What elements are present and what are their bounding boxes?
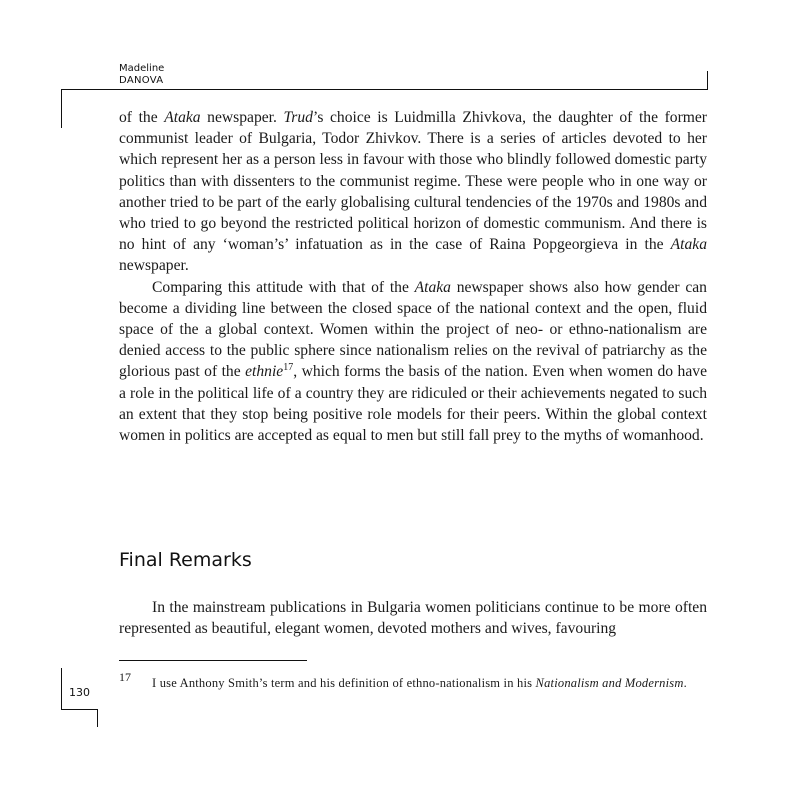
running-header-author-first: Madeline bbox=[119, 63, 165, 74]
footnote-rule bbox=[119, 660, 307, 661]
footnote-number: 17 bbox=[119, 670, 131, 684]
paragraph-ataka-trud: of the Ataka newspaper. Trud’s choice is Luidmilla Zhivkova, the daughter of the former communist leader of Bulgaria, Todor Zhivkov. There is a series of articles devoted to her which represent her as a person less in favour with those who blindly followed domestic party politics than with dissenters to the communist regime. These were people who in one way or another tried to be part of the early globalising cultural tendencies of the 1970s and 1980s and who tried to go beyond the restricted political horizon of domestic communism. And there is no hint of any ‘woman’s’ infatuation as in the case of Raina Popgeorgieva in the Ataka newspaper. bbox=[119, 109, 708, 275]
paragraph-comparing: Comparing this attitude with that of the Ataka newspaper shows also how gender can become a dividing line between the closed space of the national context and the open, fluid space of the a global context. Women within the project of neo- or ethno-nationalism are denied access to the public sphere since nationalism relies on the revival of patriarchy as the glorious past of the ethnie$^{17}$, which forms the basis of the nation. Even when women do have a role in the political life of a country they are ridiculed or their achievements negated to such an extent that they stop being positive role models for their peers. Within the global context women in politics are accepted as equal to men but still fall prey to the myths of womanhood. bbox=[119, 278, 707, 445]
page-number: 130 bbox=[69, 686, 90, 699]
running-header-author-last: DANOVA bbox=[119, 75, 164, 86]
main-text-block bbox=[119, 107, 707, 446]
paragraph-final-remarks: In the mainstream publications in Bulgaria women politicians continue to be more often represented as beautiful, elegant women, devoted mothers and wives, favouring bbox=[119, 599, 707, 638]
page-number-bracket-horizontal bbox=[61, 709, 98, 710]
header-rule bbox=[61, 89, 708, 90]
header-rule-left-tick bbox=[61, 89, 62, 128]
page-number-bracket-vertical bbox=[61, 668, 62, 710]
page-number-bracket-tick bbox=[97, 709, 98, 727]
final-remarks-text bbox=[119, 597, 707, 639]
footnote-text: I use Anthony Smith’s term and his definition of ethno-nationalism in his Nationalism and Modernism. bbox=[152, 676, 687, 690]
footnote-reference[interactable]: 17 bbox=[283, 362, 294, 374]
header-rule-right-tick bbox=[707, 71, 708, 90]
section-heading: Final Remarks bbox=[119, 549, 252, 571]
